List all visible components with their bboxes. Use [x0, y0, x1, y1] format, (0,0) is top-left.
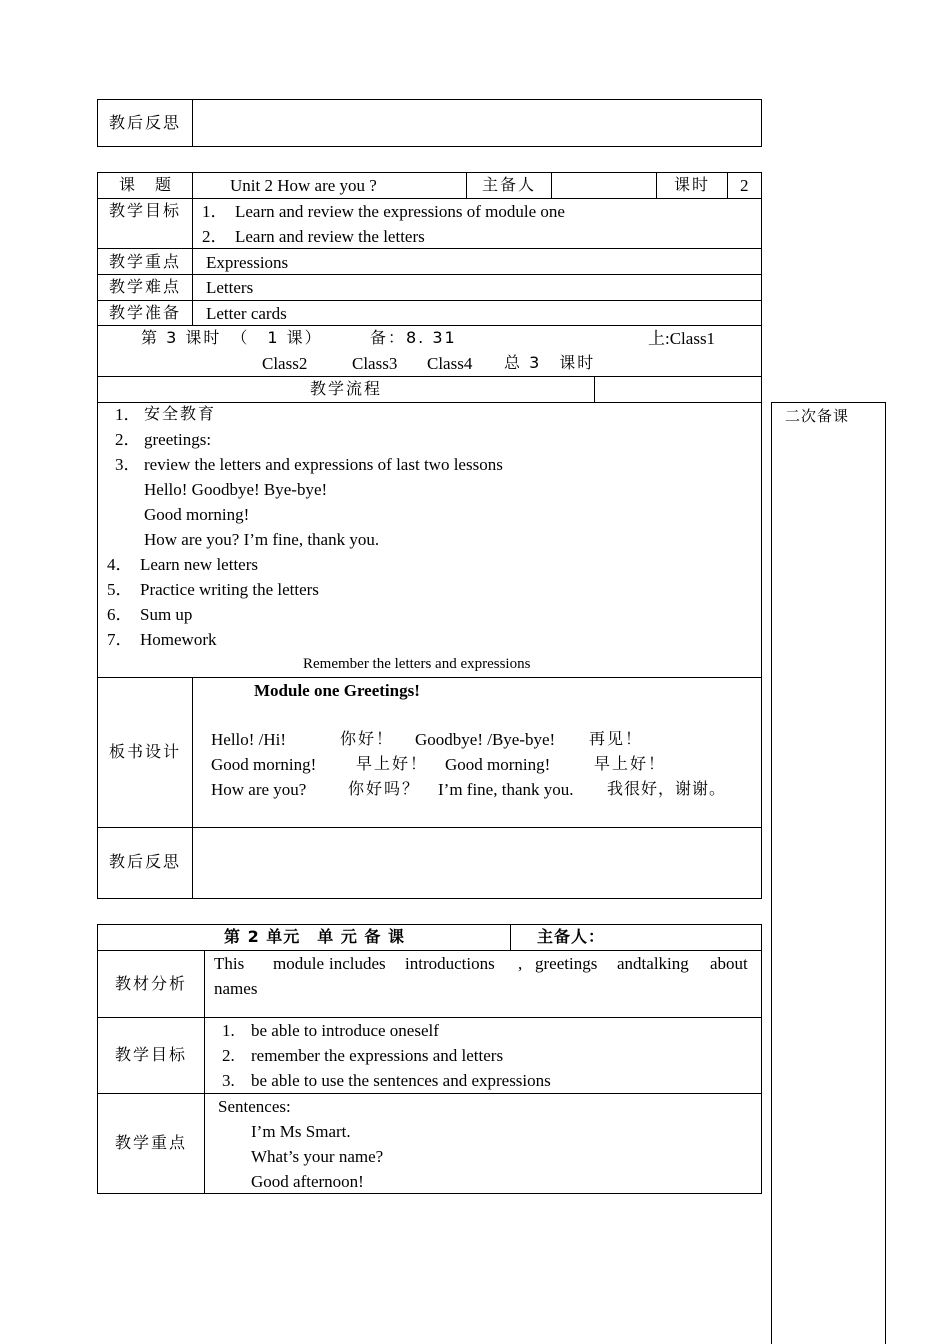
schedule-period: 第 3 课时 （ 1 课） — [141, 328, 323, 347]
analysis-word: greetings — [535, 954, 598, 973]
schedule-prep-date: 备：8. 31 — [370, 328, 457, 347]
step-num: 5． — [107, 580, 133, 599]
row-line — [97, 677, 762, 678]
step-text: Learn new letters — [140, 555, 258, 574]
schedule-class1: 上:Class1 — [648, 329, 716, 348]
row-line — [97, 950, 762, 951]
column-divider — [466, 172, 467, 198]
objective-num: 2． — [202, 227, 228, 246]
board-chinese: 早上好！ — [594, 754, 667, 773]
label-column-divider — [192, 677, 193, 899]
board-chinese: 你好吗？ — [348, 779, 421, 798]
review-line: Hello! Goodbye! Bye-bye! — [144, 480, 328, 499]
unit-key-line: What’s your name? — [251, 1147, 384, 1166]
row-line — [97, 325, 762, 326]
unit-key-heading: Sentences: — [218, 1097, 291, 1116]
second-preparation-box — [771, 402, 886, 1344]
unit-objective-text: be able to use the sentences and expressions — [251, 1071, 551, 1090]
analysis-word: includes — [329, 954, 386, 973]
schedule-class4: Class4 — [427, 354, 473, 373]
unit-objectives-label: 教学目标 — [115, 1045, 188, 1064]
board-design-label: 板书设计 — [109, 742, 182, 761]
unit-objective-text: remember the expressions and letters — [251, 1046, 504, 1065]
unit-objective-num: 2. — [222, 1046, 235, 1065]
analysis-word: module — [273, 954, 324, 973]
unit-key-line: Good afternoon! — [251, 1172, 364, 1191]
step-num: 6． — [107, 605, 133, 624]
unit-title: 第 2 单元 单 元 备 课 — [224, 927, 405, 946]
second-preparation-label: 二次备课 — [785, 407, 850, 425]
review-line: Good morning! — [144, 505, 250, 524]
row-line — [97, 827, 762, 828]
column-divider — [510, 924, 511, 950]
board-chinese: 你好！ — [340, 729, 395, 748]
row-line — [97, 198, 762, 199]
preparer-label: 主备人 — [482, 175, 537, 194]
board-chinese: 早上好！ — [356, 754, 429, 773]
board-chinese: 再见！ — [589, 729, 644, 748]
label-column-divider — [192, 172, 193, 325]
unit-key-points-label: 教学重点 — [115, 1133, 188, 1152]
row-line — [97, 1017, 762, 1018]
analysis-word: andtalking — [617, 954, 689, 973]
row-line — [97, 1093, 762, 1094]
row-line — [97, 248, 762, 249]
key-points-value: Expressions — [206, 253, 289, 272]
board-english: I’m fine, thank you. — [438, 780, 574, 799]
difficulty-label: 教学难点 — [109, 277, 182, 296]
step-num: 1． — [115, 405, 141, 424]
key-points-label: 教学重点 — [109, 252, 182, 271]
review-line: How are you? I’m fine, thank you. — [144, 530, 380, 549]
analysis-word: introductions — [405, 954, 495, 973]
period-value: 2 — [740, 176, 749, 195]
board-english: How are you? — [211, 780, 307, 799]
board-english: Good morning! — [445, 755, 551, 774]
step-text: Sum up — [140, 605, 193, 624]
top-reflection-table — [97, 99, 762, 147]
unit-objective-num: 3. — [222, 1071, 235, 1090]
topic-value: Unit 2 How are you ? — [230, 176, 377, 195]
unit-objective-num: 1. — [222, 1021, 235, 1040]
column-divider — [594, 376, 595, 402]
row-line — [97, 274, 762, 275]
schedule-total: 总 3 课时 — [504, 353, 596, 372]
step-text: Homework — [140, 630, 217, 649]
objective-text: Learn and review the letters — [235, 227, 425, 246]
analysis-word: This — [214, 954, 245, 973]
board-english: Hello! /Hi! — [211, 730, 287, 749]
step-text: review the letters and expressions of last two lessons — [144, 455, 503, 474]
homework-note: Remember the letters and expressions — [303, 656, 531, 672]
topic-label: 课 题 — [119, 175, 174, 194]
board-chinese: 我很好，谢谢。 — [607, 779, 727, 798]
label-column-divider — [204, 950, 205, 1194]
unit-objective-text: be able to introduce oneself — [251, 1021, 439, 1040]
material-analysis-label: 教材分析 — [115, 974, 188, 993]
schedule-class3: Class3 — [352, 354, 398, 373]
objectives-label: 教学目标 — [109, 201, 182, 220]
step-text: 安全教育 — [144, 404, 217, 423]
step-text: greetings: — [144, 430, 212, 449]
step-num: 3． — [115, 455, 141, 474]
objective-num: 1． — [202, 202, 228, 221]
preparation-label: 教学准备 — [109, 303, 182, 322]
analysis-word: about — [710, 954, 748, 973]
analysis-line: names — [214, 979, 258, 998]
row-line — [97, 376, 762, 377]
unit-key-line: I’m Ms Smart. — [251, 1122, 351, 1141]
objective-text: Learn and review the expressions of module one — [235, 202, 565, 221]
top-reflection-label: 教后反思 — [109, 113, 182, 132]
step-num: 2． — [115, 430, 141, 449]
preparation-value: Letter cards — [206, 304, 287, 323]
column-divider — [656, 172, 657, 198]
unit-preparer-label: 主备人： — [537, 927, 606, 946]
period-label: 课时 — [674, 175, 711, 194]
schedule-class2: Class2 — [262, 354, 308, 373]
step-text: Practice writing the letters — [140, 580, 319, 599]
reflection-label: 教后反思 — [109, 852, 182, 871]
column-divider — [551, 172, 552, 198]
row-line — [97, 300, 762, 301]
board-title: Module one Greetings! — [254, 681, 420, 700]
board-english: Goodbye! /Bye-bye! — [415, 730, 556, 749]
divider — [192, 99, 193, 147]
analysis-word: , — [518, 954, 523, 973]
difficulty-value: Letters — [206, 278, 254, 297]
board-english: Good morning! — [211, 755, 317, 774]
row-line — [97, 402, 762, 403]
column-divider — [727, 172, 728, 198]
step-num: 4． — [107, 555, 133, 574]
teaching-flow-label: 教学流程 — [310, 379, 383, 398]
step-num: 7． — [107, 630, 133, 649]
